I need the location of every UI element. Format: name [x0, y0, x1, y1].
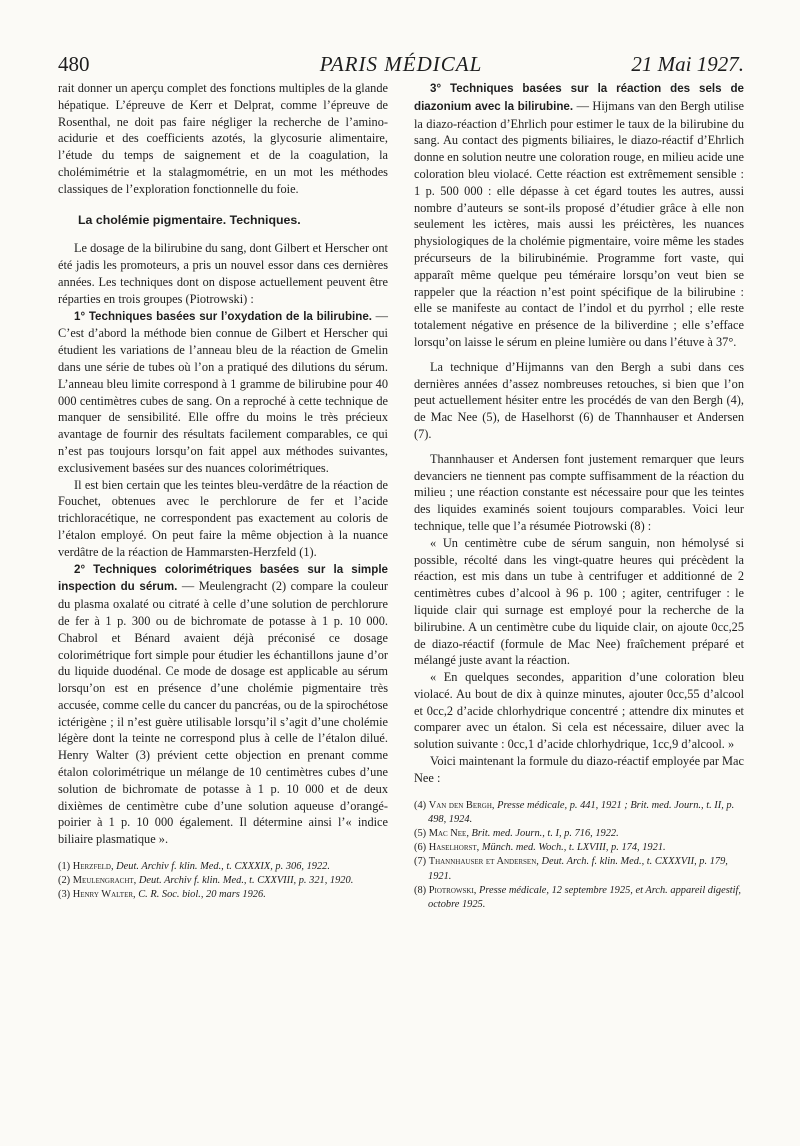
issue-date: 21 Mai 1927. [631, 52, 744, 76]
journal-title: PARIS MÉDICAL [319, 52, 483, 76]
paragraph: « En quelques secondes, apparition d’une coloration bleu violacé. Au bout de dix à quinze minutes, ajouter 0cc,55 d’alcool et 0cc,2 d’acide chlorhydrique concentré ; attendre dix minutes et comparer avec un étalon. Si cela est nécessaire, diluer avec la solution suivante : 0cc,1 d’acide chlorhydrique, 1cc,9 d’alcool. » [414, 670, 744, 752]
paragraph: Le dosage de la bilirubine du sang, dont Gilbert et Herscher ont été jadis les promoteurs, a pris un nouvel essor dans ces dernières années. Les techniques dont on dispose actuellement peuvent être réparties en trois groupes (Piotrowski) : [58, 241, 388, 306]
footnote-author: Haselhorst, [428, 842, 480, 854]
footnote-text: Deut. Arch. f. klin. Med., t. CXXXVII, p. 179, 1921. [428, 856, 728, 882]
paragraph [58, 308, 388, 477]
footnote: (2) Meulengracht, Deut. Archiv f. klin. Med., t. CXXVIII, p. 321, 1920. [58, 875, 354, 887]
footnote-text: Brit. med. Journ., t. I, p. 716, 1922. [468, 828, 619, 840]
subsection-heading: 2° Techniques colorimétriques basées sur la simple inspection du sérum. [58, 562, 388, 594]
footnote-author: Henry Walter, [72, 889, 136, 901]
footnote: (4) Van den Bergh, Presse médicale, p. 441, 1921 ; Brit. med. Journ., t. II, p. 498, 1924. [414, 799, 735, 825]
paragraph-text: — Hijmans van den Bergh utilise la diazo-réaction d’Ehrlich pour estimer le taux de la bilirubine du sang. Au contact des pigments biliaires, le diazo-réactif d’Ehrlich donne en solution neutre une coloration rouge, en milieu acide une coloration bleu violacé. Cette réaction est extrêmement sensible : 1 p. 500 000 : elle dépasse à cet égard toutes les autres, aussi nombre d’auteurs se sont-ils proposé d’étudier grâce à elle non seulement les ictères, mais aussi les préictères, les nuances physiologiques de la cholémie pigmentaire, voire même les stades précurseurs de la bilirubinémie. Programme fort vaste, qui apparaît même quelque peu téméraire lorsqu’on veut bien se rappeler que la réaction n’est point spécifique de la bilirubine : elle se manifeste au contact de l’indol et du pyrrhol ; elle reste totalement négative en présence de la biliverdine ; elle s’efface lorsqu’on laisse le sérum en pleine lumière ou dans l’étuve à 37°. [414, 98, 744, 349]
paragraph-text: — Meulengracht (2) compare la couleur du plasma oxalaté ou citraté à celle d’une solution de perchlorure de fer à 1 p. 300 ou de bichromate de potasse à 1 p. 10 000. Chabrol et Bénard avaient déjà préconisé ce dosage colorimétrique fort simple pour étudier les échantillons jaune d’or du liquide duodénal. Ce mode de dosage est applicable au sérum lorsqu’on est en présence d’une cholémie pigmentaire très accusée, comme celle du cancer du pancréas, ou de la spirochétose ictérigène ; il n’est guère utilisable lorsqu’il s’agit d’une cholémie légère dont la teinte ne correspond plus à celle de l’étalon dilué. Henry Walter (3) prévient cette objection en prenant comme étalon colorimétrique un mélange de 10 centimètres cubes d’une solution de bichromate de potasse à 1 p. 10 000 et de deux dixièmes de centimètre cube d’une solution aqueuse d’orangé-poirier à 1 p. 10 000 également. Il détermine ainsi l’« indice biliaire plasmatique ». [58, 579, 388, 847]
paragraph [58, 561, 388, 849]
footnote: (8) Piotrowski, Presse médicale, 12 septembre 1925, et Arch. appareil digestif, octobre 1925. [414, 884, 741, 911]
page-number: 480 [58, 52, 90, 76]
subsection-heading: 1° Techniques basées sur l’oxydation de la bilirubine. [74, 309, 373, 323]
footnote: (3) Henry Walter, C. R. Soc. biol., 20 mars 1926. [58, 889, 266, 901]
footnote-author: Mac Nee, [428, 828, 469, 840]
right-column [414, 80, 744, 912]
footnotes [58, 860, 388, 903]
paragraph: La technique d’Hijmanns van den Bergh a subi dans ces dernières années d’assez nombreuses retouches, si bien que l’on peut actuellement hésiter entre les procédés de van den Bergh (4), de Mac Nee (5), de Haselhorst (6) de Thannhauser et Andersen (7). [414, 359, 744, 441]
footnote-text: Presse médicale, p. 441, 1921 ; Brit. med. Journ., t. II, p. 498, 1924. [428, 799, 735, 825]
paragraph: Thannhauser et Andersen font justement remarquer que leurs devanciers ne tiennent pas compte suffisamment de la réaction du milieu ; une réaction constante est nécessaire pour que les teintes des liquides examinés soient toujours comparables. Voici leur technique, telle que l’a résumée Piotrowski (8) : [414, 451, 744, 533]
footnote-text: Deut. Archiv f. klin. Med., t. CXXVIII, p. 321, 1920. [136, 875, 354, 887]
footnote: (7) Thannhauser et Andersen, Deut. Arch. f. klin. Med., t. CXXXVII, p. 179, 1921. [414, 856, 728, 882]
paragraph: Voici maintenant la formule du diazo-réactif employée par Mac Nee : [414, 754, 744, 785]
footnote-text: Presse médicale, 12 septembre 1925, et Arch. appareil digestif, octobre 1925. [428, 884, 741, 911]
paragraph [414, 80, 744, 351]
section-heading: La cholémie pigmentaire. Techniques. [78, 212, 301, 227]
footnote-text: Münch. med. Woch., t. LXVIII, p. 174, 1921. [479, 842, 666, 854]
footnote: (5) Mac Nee, Brit. med. Journ., t. I, p. 716, 1922. [414, 828, 619, 840]
footnote-text: C. R. Soc. biol., 20 mars 1926. [135, 889, 266, 901]
subsection-heading: 3° Techniques basées sur la réaction des sels de diazonium avec la bilirubine. [414, 82, 744, 113]
footnote-author: Herzfeld, [72, 861, 114, 873]
footnote-author: Meulengracht, [72, 875, 137, 887]
footnote-text: Deut. Archiv f. klin. Med., t. CXXXIX, p. 306, 1922. [113, 861, 330, 873]
footnote: (6) Haselhorst, Münch. med. Woch., t. LXVIII, p. 174, 1921. [414, 842, 666, 854]
page-header [58, 52, 744, 78]
footnote-author: Piotrowski, [428, 884, 477, 896]
footnotes [414, 799, 744, 913]
paragraph-text: — C’est d’abord la méthode bien connue de Gilbert et Herscher qui étudient les variations de l’anneau bleu de la réaction de Gmelin dans une série de tubes où l’on a pratiqué des dilutions du sérum. L’anneau bleu limite correspond à 1 gramme de bilirubine pour 40 000 centimètres cubes de sang. On a reproché à cette technique de manquer de sensibilité. Elle offre du moins le très précieux avantage de fournir des résultats facilement comparables, ce qui n’est pas toujours lorsqu’on fait appel aux méthodes suivantes, exclusivement basées sur des nuances colorimétriques. [58, 308, 388, 475]
footnote-author: Van den Bergh, [428, 799, 495, 811]
paragraph: « Un centimètre cube de sérum sanguin, non hémolysé si possible, récolté dans les vingt-quatre heures qui précèdent la réaction, est mis dans un tube à centrifuger et additionné de 2 centimètres cubes d’alcool à 96 p. 100 ; agiter, centrifuger : le liquide clair qui surnage est employé pour la recherche de la bilirubine. A un centimètre cube du liquide clair, on ajoute 0cc,25 de diazo-réactif (formule de Mac Nee) fraîchement préparé et mélangé juste avant la réaction. [414, 535, 744, 668]
left-column [58, 80, 388, 903]
footnote-author: Thannhauser et Andersen, [428, 856, 539, 868]
paragraph: Il est bien certain que les teintes bleu-verdâtre de la réaction de Fouchet, obtenues avec le perchlorure de fer et l’acide trichloracétique, ne correspondent pas exactement au coloris de l’étalon employé. On peut faire la même objection à la nuance verdâtre de la réaction de Hammarsten-Herzfeld (1). [58, 477, 388, 559]
footnote: (1) Herzfeld, Deut. Archiv f. klin. Med., t. CXXXIX, p. 306, 1922. [58, 861, 330, 873]
paragraph: rait donner un aperçu complet des fonctions multiples de la glande hépatique. L’épreuve de Kerr et Delprat, comme l’épreuve de Rosenthal, ne doit pas faire négliger la recherche de l’amino-acidurie et des coefficients azotés, la glycosurie alimentaire, l’étude du temps de saignement et de la coagulation, la cholémimétrie et la stalagmométrie, en un mot les méthodes classiques de l’exploration fonctionnelle du foie. [58, 81, 388, 196]
